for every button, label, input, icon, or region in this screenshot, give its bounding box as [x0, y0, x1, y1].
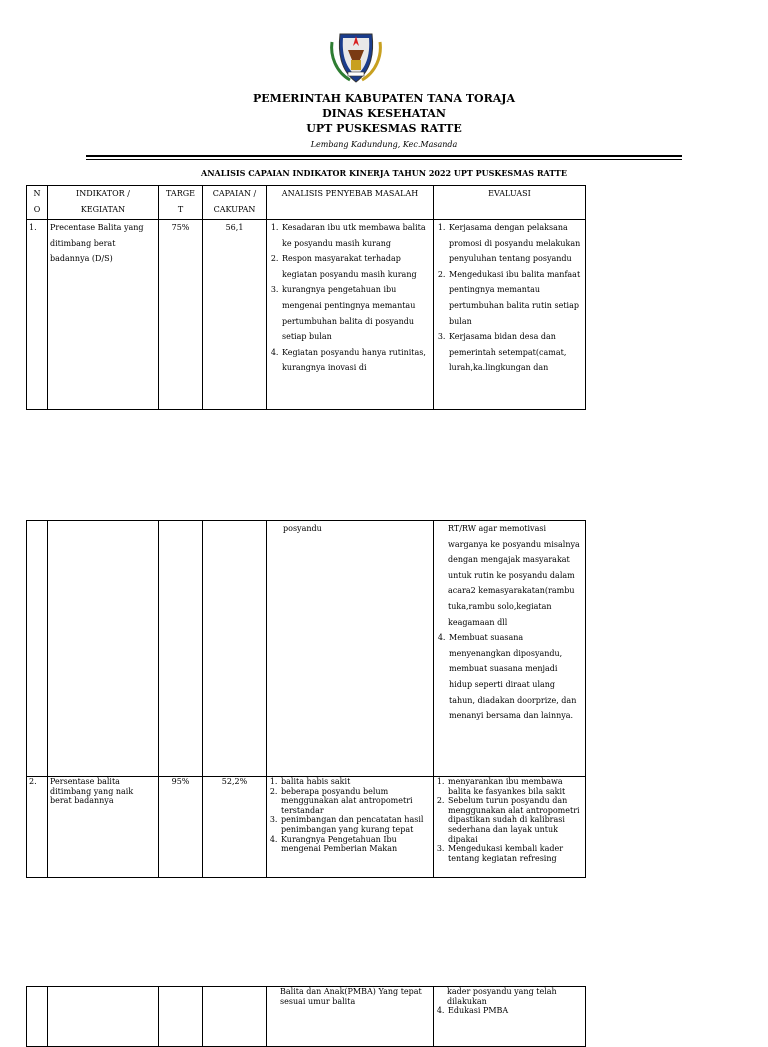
target-cell: 95%: [159, 777, 203, 878]
evaluation-item: 3. Kerjasama bidan desa dan pemerintah setempat(camat, lurah,ka.lingkungan dan: [448, 329, 583, 376]
analysis-continued: Balita dan Anak(PMBA) Yang tepat sesuai umur balita: [280, 987, 422, 1006]
analysis-item: 4. Kurangnya Pengetahuan Ibu mengenai Pemberian Makan: [280, 835, 431, 854]
gov-name: PEMERINTAH KABUPATEN TANA TORAJA: [252, 92, 516, 105]
analysis-continued: posyandu: [283, 524, 322, 533]
document-title: ANALISIS CAPAIAN INDIKATOR KINERJA TAHUN 2022 UPT PUSKESMAS RATTE: [201, 168, 567, 178]
evaluation-item: 4. Edukasi PMBA: [447, 1006, 583, 1016]
analysis-item: 3. penimbangan dan pencatatan hasil penimbangan yang kurang tepat: [280, 815, 431, 834]
evaluation-cell: [434, 220, 586, 410]
analysis-cell: [267, 220, 434, 410]
evaluation-cell: [434, 987, 586, 1047]
analysis-item: 3. kurangnya pengetahuan ibu mengenai pentingnya memantau pertumbuhan balita di posyandu setiap bulan: [281, 282, 431, 344]
table-row: [27, 521, 586, 777]
evaluation-continued: kader posyandu yang telah dilakukan: [447, 987, 557, 1006]
evaluation-cell: [434, 521, 586, 777]
address: Lembang Kadundung, Kec.Masanda: [310, 140, 458, 149]
kpi-table: [26, 185, 586, 410]
analysis-item: 1. balita habis sakit: [280, 777, 431, 787]
col-analysis: ANALISIS PENYEBAB MASALAH: [267, 186, 434, 220]
analysis-cell: [267, 777, 434, 878]
capaian-cell: 56,1: [203, 220, 267, 410]
kpi-table-continued: [26, 520, 586, 878]
col-evaluation: EVALUASI: [434, 186, 586, 220]
header-rule-thick: [86, 155, 682, 157]
col-no: N O: [27, 186, 48, 220]
col-indicator: INDIKATOR / KEGIATAN: [48, 186, 159, 220]
kpi-table-continued-2: [26, 986, 586, 1047]
col-capaian: CAPAIAN / CAKUPAN: [203, 186, 267, 220]
evaluation-item: 2. Mengedukasi ibu balita manfaat pentingnya memantau pertumbuhan balita rutin setiap bulan: [448, 267, 583, 329]
header-rule-thin: [86, 159, 682, 160]
table-row: [27, 220, 586, 410]
emblem-logo: [326, 24, 386, 86]
table-row: [27, 987, 586, 1047]
target-cell: 75%: [159, 220, 203, 410]
analysis-cell: [267, 987, 434, 1047]
evaluation-cell: [434, 777, 586, 878]
evaluation-item: 2. Sebelum turun posyandu dan menggunakan alat antropometri dipastikan sudah di kalibrasi sederhana dan layak untuk dipakai: [447, 796, 583, 844]
row-number: 2.: [27, 777, 48, 878]
evaluation-continued: RT/RW agar memotivasi warganya ke posyandu misalnya dengan mengajak masyarakat untuk rutin ke posyandu dalam acara2 kemasyarakatan(rambu tuka,rambu solo,kegiatan keagamaan dll: [448, 524, 580, 627]
analysis-item: 2. beberapa posyandu belum menggunakan alat antropometri terstandar: [280, 787, 431, 816]
table-row: [27, 777, 586, 878]
row-number: 1.: [27, 220, 48, 410]
analysis-item: 2. Respon masyarakat terhadap kegiatan posyandu masih kurang: [281, 251, 431, 282]
department-name: DINAS KESEHATAN: [322, 107, 446, 120]
analysis-item: 1. Kesadaran ibu utk membawa balita ke posyandu masih kurang: [281, 220, 431, 251]
evaluation-item: 3. Mengedukasi kembali kader tentang kegiatan refresing: [447, 844, 583, 863]
indicator-cell: Persentase balita ditimbang yang naik berat badannya: [48, 777, 159, 878]
col-target: TARGE T: [159, 186, 203, 220]
analysis-cell: [267, 521, 434, 777]
evaluation-item: 1. Kerjasama dengan pelaksana promosi di posyandu melakukan penyuluhan tentang posyandu: [448, 220, 583, 267]
evaluation-item: 1. menyarankan ibu membawa balita ke fasyankes bila sakit: [447, 777, 583, 796]
indicator-cell: Precentase Balita yang ditimbang berat badannya (D/S): [48, 220, 159, 410]
capaian-cell: 52,2%: [203, 777, 267, 878]
analysis-item: 4. Kegiatan posyandu hanya rutinitas, kurangnya inovasi di: [281, 345, 431, 376]
institution-name: UPT PUSKESMAS RATTE: [306, 122, 462, 135]
table-header-row: [27, 186, 586, 220]
evaluation-item: 4. Membuat suasana menyenangkan diposyandu, membuat suasana menjadi hidup seperti diraat ulang tahun, diadakan doorprize, dan menanyi bersama dan lainnya.: [448, 630, 583, 724]
